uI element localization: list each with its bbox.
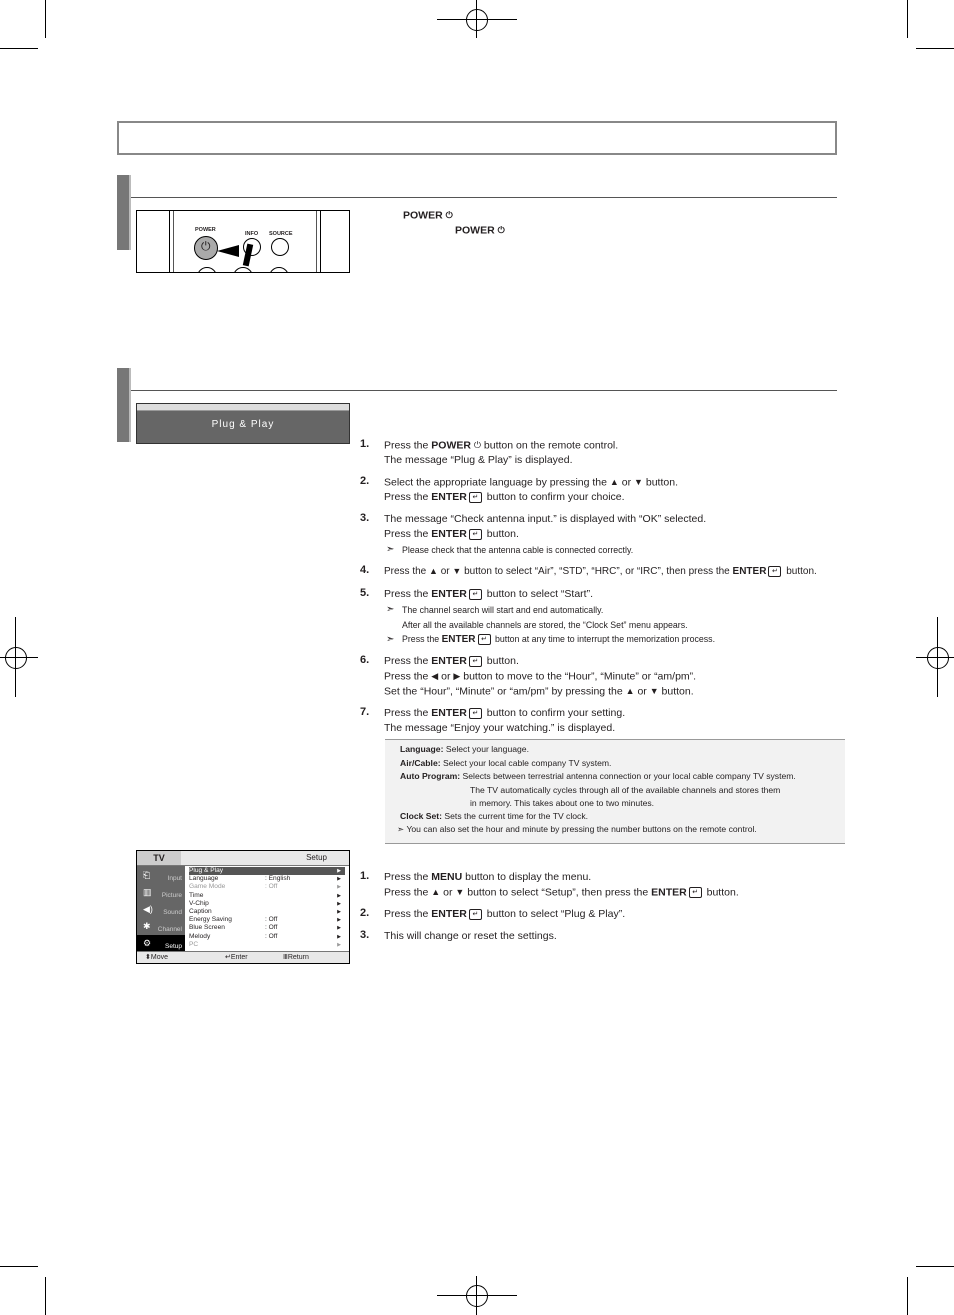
step-3-note: Please check that the antenna cable is connected correctly. (402, 545, 634, 555)
step-number: 7. (360, 706, 370, 718)
osd-side-channel: ✱ Channel (143, 921, 182, 933)
crop-mark (45, 0, 46, 38)
step-number: 4. (360, 564, 370, 576)
osd-setup-title: Setup (306, 853, 327, 862)
chevron-right-icon: ▶ (337, 933, 341, 940)
osd-menu-item[interactable] (189, 908, 345, 916)
up-arrow-icon: ▲ (625, 686, 635, 696)
up-arrow-icon: ▲ (609, 477, 619, 487)
section-bar (117, 368, 131, 442)
power-text-1: POWER ⏻ (403, 209, 453, 222)
crop-mark (437, 19, 517, 20)
osd-menu-item-value: : English (265, 875, 291, 883)
enter-icon: ↵ (469, 529, 482, 540)
down-arrow-icon: ▼ (452, 566, 462, 576)
info-auto-program-3: in memory. This takes about one to two minutes. (470, 798, 655, 808)
osd-menu-item-label: Plug & Play (189, 867, 224, 874)
osd-menu-item-label: Game Mode (189, 883, 226, 891)
enter-icon: ↵ (469, 589, 482, 600)
menu-step-1-line-2: Press the ▲ or ▼ button to select “Setup”, then press the ENTER ↵ button. (384, 886, 739, 899)
chevron-right-icon: ▶ (337, 917, 341, 924)
source-button-icon (271, 238, 289, 256)
osd-move: ⬍Move (145, 954, 168, 961)
osd-menu-item[interactable] (189, 933, 345, 941)
sound-icon: ◀) (143, 904, 153, 914)
crop-mark (907, 0, 908, 38)
crop-mark (916, 48, 954, 49)
section-bar (117, 175, 131, 250)
osd-menu-list (187, 867, 347, 951)
osd-menu-item-value: : Off (265, 932, 278, 940)
chevron-right-icon: ▶ (337, 941, 341, 948)
registration-mark (5, 647, 27, 669)
settings-info-box (385, 739, 845, 844)
plug-and-play-screen (136, 403, 350, 444)
osd-side-input: ⎗ Input (143, 870, 182, 882)
osd-menu-item-label: Time (189, 891, 204, 899)
step-number: 1. (360, 870, 370, 882)
crop-mark (45, 1277, 46, 1315)
crop-mark (15, 617, 16, 697)
input-icon: ⎗ (143, 870, 151, 880)
power-label: POWER (195, 227, 216, 233)
step-7-line-1: Press the ENTER ↵ button to confirm your setting. (384, 707, 626, 719)
osd-menu-item[interactable] (189, 883, 345, 891)
step-number: 3. (360, 512, 370, 524)
osd-menu-item-label: V-Chip (189, 899, 209, 907)
setup-icon: ⚙ (143, 938, 152, 948)
plug-and-play-label: Plug & Play (211, 419, 275, 430)
enter-icon: ↵ (225, 954, 231, 961)
step-5-line-1: Press the ENTER ↵ button to select “Start”. (384, 588, 594, 600)
crop-mark (0, 1266, 38, 1267)
step-6-line-3: Set the “Hour”, “Minute” or “am/pm” by pressing the ▲ or ▼ button. (384, 685, 694, 698)
chevron-right-icon: ▶ (337, 900, 341, 907)
step-number: 5. (360, 587, 370, 599)
osd-menu-item[interactable] (189, 941, 345, 949)
step-6-line-2: Press the ◀ or ▶ button to move to the “Hour”, “Minute” or “am/pm”. (384, 670, 697, 683)
crop-mark (476, 0, 477, 38)
power-icon: ⏻ (473, 440, 481, 450)
chevron-right-icon: ▶ (337, 884, 341, 891)
info-note: ➣ You can also set the hour and minute by pressing the number buttons on the remote control. (397, 824, 757, 834)
osd-menu-item-label: Language (189, 875, 219, 883)
enter-icon: ↵ (469, 656, 482, 667)
step-5-note-2: Press the ENTER ↵ button at any time to interrupt the memorization process. (402, 634, 716, 645)
note-arrow-icon: ➣ (386, 544, 395, 555)
step-7-line-2: The message “Enjoy your watching.” is displayed. (384, 722, 616, 734)
section-divider (131, 197, 837, 198)
crop-mark (937, 617, 938, 697)
osd-side-sound: ◀) Sound (143, 904, 182, 916)
remote-control-image: POWER INFO SOURCE ⏻ (136, 210, 350, 273)
channel-icon: ✱ (143, 921, 151, 931)
crop-mark (0, 657, 38, 658)
menu-step-1-line-1: Press the MENU button to display the menu. (384, 871, 592, 883)
osd-menu-item[interactable] (189, 900, 345, 908)
right-arrow-icon: ▶ (453, 671, 461, 681)
osd-menu-item[interactable] (189, 892, 345, 900)
osd-menu-item[interactable] (189, 924, 345, 932)
info-auto-program-2: The TV automatically cycles through all of the available channels and stores them (470, 785, 781, 795)
step-1-line-2: The message “Plug & Play” is displayed. (384, 454, 573, 466)
osd-menu-item-label: PC (189, 940, 199, 948)
osd-menu-item[interactable] (189, 875, 345, 883)
step-2-line-2: Press the ENTER ↵ button to confirm your choice. (384, 491, 625, 503)
osd-side-setup: ⚙ Setup (137, 935, 185, 951)
step-3-line-2: Press the ENTER ↵ button. (384, 528, 519, 540)
move-icon: ⬍ (145, 954, 151, 961)
section-divider (131, 390, 837, 391)
osd-menu-item[interactable] (189, 867, 345, 875)
chevron-right-icon: ▶ (337, 868, 341, 874)
osd-menu-item-label: Energy Saving (189, 916, 232, 924)
info-language: Language: Select your language. (400, 744, 529, 754)
chevron-right-icon: ▶ (337, 876, 341, 883)
osd-return: ⅢReturn (283, 954, 309, 961)
power-icon: ⏻ (445, 210, 453, 220)
step-number: 3. (360, 929, 370, 941)
source-label: SOURCE (269, 231, 293, 237)
enter-icon: ↵ (469, 909, 482, 920)
registration-mark (466, 1285, 488, 1307)
pointer-icon (217, 245, 239, 257)
osd-enter: ↵Enter (225, 954, 248, 961)
enter-icon: ↵ (689, 887, 702, 898)
crop-mark (907, 1277, 908, 1315)
menu-step-3: This will change or reset the settings. (384, 930, 557, 942)
chevron-right-icon: ▶ (337, 909, 341, 915)
enter-icon: ↵ (469, 492, 482, 503)
osd-tv-label: TV (137, 851, 181, 865)
chevron-right-icon: ▶ (337, 925, 341, 932)
enter-icon: ↵ (469, 708, 482, 719)
crop-mark (476, 1276, 477, 1315)
step-6-line-1: Press the ENTER ↵ button. (384, 655, 519, 667)
step-number: 1. (360, 438, 370, 450)
down-arrow-icon: ▼ (634, 477, 643, 487)
chevron-right-icon: ▶ (337, 892, 341, 899)
step-1-line-1: Press the POWER ⏻ button on the remote control. (384, 439, 619, 452)
osd-menu-item-value: : Off (265, 916, 278, 924)
note-arrow-icon: ➣ (386, 604, 395, 615)
step-5-note-1b: After all the available channels are stored, the “Clock Set” menu appears. (402, 620, 688, 630)
osd-menu-item[interactable] (189, 916, 345, 924)
note-arrow-icon: ➣ (397, 824, 405, 834)
picture-icon: ▥ (143, 887, 152, 897)
down-arrow-icon: ▼ (649, 686, 659, 696)
enter-icon: ↵ (478, 634, 491, 645)
osd-menu-item-label: Blue Screen (189, 924, 225, 932)
enter-icon: ↵ (768, 566, 781, 577)
crop-mark (916, 657, 954, 658)
power-icon: ⏻ (497, 225, 505, 235)
page-header-box (117, 121, 837, 155)
osd-menu-item-value: : Off (265, 883, 278, 891)
left-arrow-icon: ◀ (431, 671, 439, 681)
step-number: 6. (360, 654, 370, 666)
info-label: INFO (245, 231, 259, 237)
osd-menu-item-value: : Off (265, 924, 278, 932)
info-aircable: Air/Cable: Select your local cable company TV system. (400, 758, 612, 768)
up-arrow-icon: ▲ (429, 566, 438, 576)
step-2-line-1: Select the appropriate language by pressing the ▲ or ▼ button. (384, 476, 678, 489)
step-number: 2. (360, 475, 370, 487)
setup-menu-screen (136, 850, 350, 964)
step-number: 2. (360, 907, 370, 919)
step-4-line-1: Press the ▲ or ▼ button to select “Air”, “STD”, “HRC”, or “IRC”, then press the ENTER ↵ button. (384, 566, 817, 578)
crop-mark (916, 1266, 954, 1267)
registration-mark (927, 647, 949, 669)
info-clock-set: Clock Set: Sets the current time for the TV clock. (400, 811, 589, 821)
note-arrow-icon: ➣ (386, 634, 395, 645)
osd-side-picture: ▥ Picture (143, 887, 182, 899)
power-text-2: POWER ⏻ (455, 224, 505, 237)
menu-step-2: Press the ENTER ↵ button to select “Plug & Play”. (384, 908, 626, 920)
up-arrow-icon: ▲ (431, 887, 441, 897)
osd-menu-item-label: Melody (189, 932, 211, 940)
step-5-note-1: The channel search will start and end automatically. (402, 605, 604, 615)
osd-menu-item-label: Caption (189, 908, 212, 915)
crop-mark (437, 1295, 517, 1296)
info-auto-program: Auto Program: Selects between terrestrial antenna connection or your local cable company TV system. (400, 771, 796, 781)
registration-mark (466, 9, 488, 31)
crop-mark (0, 48, 38, 49)
return-icon: Ⅲ (283, 954, 288, 961)
down-arrow-icon: ▼ (455, 887, 465, 897)
step-3-line-1: The message “Check antenna input.” is displayed with “OK” selected. (384, 513, 707, 525)
